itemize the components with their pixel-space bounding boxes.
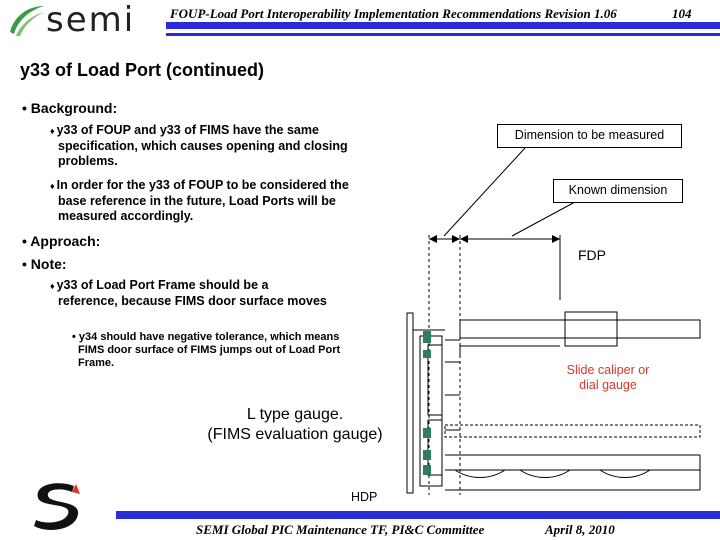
footer-date: April 8, 2010 — [545, 522, 615, 537]
l-type-gauge-label — [180, 405, 410, 445]
known-dimension-callout: Known dimension — [553, 179, 683, 203]
gauge-label-line-1: L type gauge. — [246, 406, 344, 423]
caliper-label: Slide caliper or dial gauge — [563, 363, 653, 393]
background-heading: • Background: — [22, 100, 118, 116]
background-bullet-2: ♦ In order for the y33 of FOUP to be considered the base reference in the future, Load Ports will be measured accordingly. — [50, 178, 349, 223]
diamond-bullet-icon: ♦ — [50, 281, 55, 291]
note-sub-bullet: • y34 should have negative tolerance, which means FIMS door surface of FIMS jumps out of Load Port Frame. — [72, 331, 341, 369]
gauge-pad — [423, 450, 431, 460]
diamond-bullet-icon: ♦ — [50, 126, 55, 136]
hdp-label: HDP — [351, 490, 378, 504]
bullet-dot: • — [22, 100, 31, 116]
background-bullet-1: ♦ y33 of FOUP and y33 of FIMS have the same specification, which causes opening and closing problems. — [50, 123, 348, 168]
page-number: 104 — [672, 6, 692, 21]
slide-title: y33 of Load Port (continued) — [20, 60, 265, 80]
note-bullet: ♦ y33 of Load Port Frame should be a reference, because FIMS door surface moves — [50, 278, 327, 308]
bullet-dot: • — [22, 233, 31, 249]
logo-wordmark: semi — [46, 0, 136, 40]
footer-committee: SEMI Global PIC Maintenance TF, PI&C Committee — [196, 522, 485, 537]
diamond-bullet-icon: ♦ — [50, 181, 55, 191]
footer-rule — [116, 511, 720, 519]
bullet-dot: • — [72, 331, 79, 343]
fdp-label: FDP — [578, 247, 606, 263]
note-heading: • Note: — [22, 256, 67, 272]
gauge-pad — [423, 350, 431, 358]
semi-s-logo-icon — [28, 480, 84, 532]
gauge-pad — [423, 465, 431, 475]
approach-heading: • Approach: — [22, 233, 101, 249]
gauge-label-line-2: (FIMS evaluation gauge) — [207, 426, 383, 443]
gauge-pad — [423, 428, 431, 438]
document-title: FOUP-Load Port Interoperability Implementation Recommendations Revision 1.06 — [170, 6, 617, 21]
dimension-to-measure-callout: Dimension to be measured — [497, 124, 682, 148]
gauge-pad — [423, 331, 431, 343]
bullet-dot: • — [22, 256, 31, 272]
